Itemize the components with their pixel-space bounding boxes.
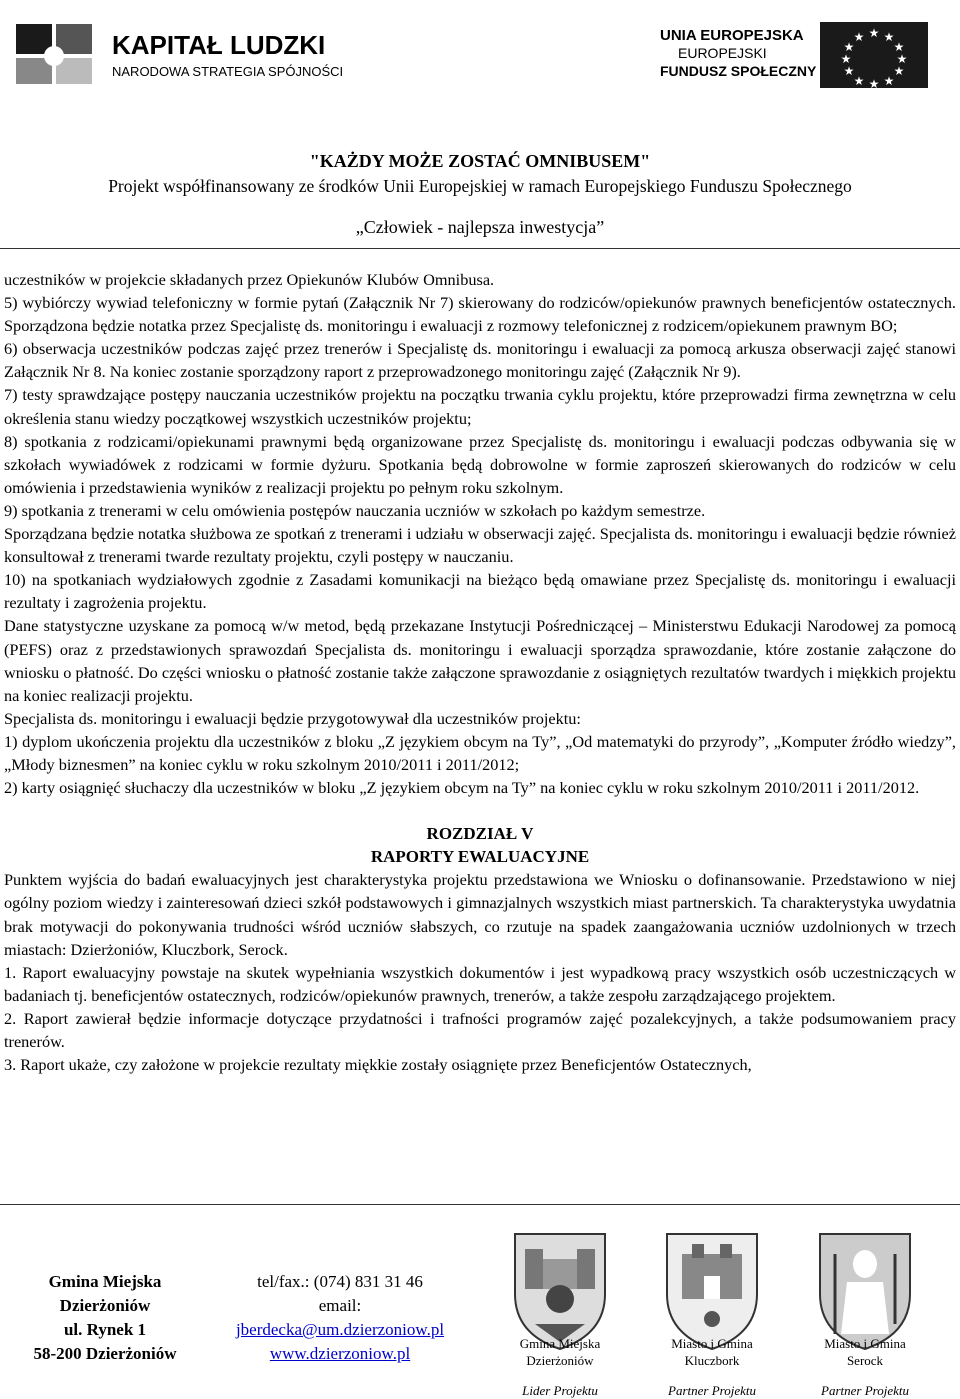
paragraph: uczestników w projekcie składanych przez Opiekunów Klubów Omnibusa.	[4, 270, 495, 289]
motto-line: „Człowiek - najlepsza inwestycja”	[355, 217, 605, 237]
project-title: "KAŻDY MOŻE ZOSTAĆ OMNIBUSEM"	[309, 151, 651, 171]
paragraph: 10) na spotkaniach wydziałowych zgodnie z Zasadami komunikacji na bieżąco będą omawiane przez Specjalistę ds. monitoringu i ewaluacji rezultaty i zagrożenia projektu.	[4, 570, 956, 613]
gmina-line: Gmina Miejska	[48, 1272, 162, 1291]
email-link[interactable]: jberdecka@um.dzierzoniow.pl	[235, 1320, 445, 1339]
email-label: email:	[318, 1296, 362, 1315]
svg-text:★: ★	[883, 74, 895, 88]
footer-divider	[0, 1204, 960, 1205]
header-divider	[0, 248, 960, 249]
paragraph: Dane statystyczne uzyskane za pomocą w/w metod, będą przekazane Instytucji Pośredniczącej – Ministerstwu Edukacji Narodowej za pomocą (PEFS) oraz z przedstawionych sprawozdań Specjalista ds. monitoringu i ewaluacji sporządza sprawozdanie, które zostanie załączone do wniosku o płatność. Do części wniosku o płatność zostanie także załączone sprawozdanie z osiągniętych rezultatów twardych i miękkich projektu na koniec realizacji projektu.	[4, 616, 956, 705]
paragraph: 8) spotkania z rodzicami/opiekunami prawnymi będą organizowane przez Specjalistę ds. monitoringu i ewaluacji podczas odbywania się w szkołach wywiadówek z rodzicami w formie dyżuru. Spotkania będą dobrowolne w formie zaproszeń skierowanych do rodziców w celu omówienia i przedstawienia wyników z realizacji projektu po pełnym roku szkolnym.	[4, 431, 956, 497]
paragraph: 1) dyplom ukończenia projektu dla uczestników z bloku „Z językiem obcym na Ty”, „Od matematyki do przyrody”, „Komputer źródło wiedzy”, „Młody biznesmen” na koniec cyklu w roku szkolnym 2010/2011 i 2011/2012;	[4, 731, 956, 774]
website-link[interactable]: www.dzierzoniow.pl	[269, 1344, 411, 1363]
svg-text:★: ★	[853, 30, 865, 44]
document-body	[4, 268, 956, 1076]
crest-caption-1: Gmina Miejska Dzierżoniów	[519, 1336, 601, 1368]
paragraph: 3. Raport ukaże, czy założone w projekcie rezultaty miękkie zostały osiągnięte przez Beneficjentów Ostatecznych,	[4, 1055, 752, 1075]
svg-text:★: ★	[893, 40, 905, 54]
crest-caption-2: Miasto i Gmina Kluczbork	[671, 1336, 753, 1368]
footer-contact	[195, 1270, 485, 1366]
kapital-ludzki-logo	[0, 18, 360, 88]
kl-subtitle: NARODOWA STRATEGIA SPÓJNOŚCI	[112, 64, 344, 79]
page-footer	[0, 1200, 960, 1399]
svg-text:★: ★	[843, 64, 855, 78]
ue-line3: FUNDUSZ SPOŁECZNY	[660, 63, 817, 79]
gmina-line: Dzierżoniów	[59, 1296, 151, 1315]
tel-fax: tel/fax.: (074) 831 31 46	[257, 1272, 423, 1291]
paragraph: Punktem wyjścia do badań ewaluacyjnych jest charakterystyka projektu przedstawiona we Wniosku o dofinansowanie. Przedstawiono w niej ogólny poziom wiedzy i zainteresowań dzieci szkół podstawowych i gimnazjalnych wszystkich miast partnerskich. Ta charakterystyka uwydatnia brak motywacji do pokonywania trudności wśród uczniów słabszych, co rzutuje na spadek zaangażowania uczniów uzdolnionych w trzech miastach: Dzierżoniów, Kluczbork, Serock.	[4, 870, 956, 959]
svg-text:★: ★	[843, 40, 855, 54]
paragraph: 7) testy sprawdzające postępy nauczania uczestników projektu na początku trwania cyklu projektu, które przeprowadzi firma zewnętrzna w celu określenia stanu wiedzy początkowej wszystkich uczestników projektu;	[4, 385, 956, 428]
paragraph: 9) spotkania z trenerami w celu omówienia postępów nauczania uczniów w szkołach po każdym semestrze.	[4, 500, 706, 520]
paragraph: 1. Raport ewaluacyjny powstaje na skutek wypełniania wszystkich dokumentów i jest wypadkową pracy wszystkich osób uczestniczących w badaniach tj. beneficjentów ostatecznych, rodziców/opiekunów prawnych, trenerów, a także zespołu zarządzającego projektem.	[4, 962, 956, 1005]
footer-gmina-address	[10, 1270, 200, 1366]
svg-text:★: ★	[883, 30, 895, 44]
role-partner-2: Partner Projektu	[821, 1383, 909, 1398]
paragraph: Specjalista ds. monitoringu i ewaluacji będzie przygotowywał dla uczestników projektu:	[4, 708, 581, 728]
ue-line1: UNIA EUROPEJSKA	[660, 27, 804, 44]
document-titles	[0, 150, 960, 238]
paragraph: 6) obserwacja uczestników podczas zajęć przez trenerów i Specjalistę ds. monitoringu i ewaluacji za pomocą arkusza obserwacji zajęć stanowi Załącznik Nr 8. Na koniec zostanie sporządzony raport z przeprowadzonego monitoringu zajęć (Załącznik Nr 9).	[4, 339, 956, 382]
gmina-line: ul. Rynek 1	[63, 1320, 147, 1339]
ue-line2: EUROPEJSKI	[678, 45, 767, 61]
page-header	[0, 0, 960, 100]
gmina-line: 58-200 Dzierżoniów	[33, 1344, 177, 1363]
svg-text:★: ★	[868, 77, 880, 88]
cofinance-line: Projekt współfinansowany ze środków Unii Europejskiej w ramach Europejskiego Funduszu Społecznego	[108, 176, 852, 196]
paragraph: Sporządzana będzie notatka służbowa ze spotkań z trenerami i udziału w obserwacji zajęć. Specjalista ds. monitoringu i ewaluacji będzie również konsultował z trenerami twarde rezultaty projektu, czyli postępy w nauczaniu.	[4, 524, 956, 567]
svg-text:★: ★	[840, 52, 852, 66]
chapter-title: RAPORTY EWALUACYJNE	[370, 847, 590, 867]
paragraph: 2) karty osiągnięć słuchaczy dla uczestników w bloku „Z językiem obcym na Ty” na koniec cyklu w roku szkolnym 2010/2011 i 2011/2012.	[4, 778, 920, 798]
crest-caption-3: Miasto i Gmina Serock	[824, 1336, 906, 1368]
paragraph: 2. Raport zawierał będzie informacje dotyczące przydatności i trafności programów zajęć pozalekcyjnych, a także podsumowaniem pracy trenerów.	[4, 1008, 956, 1051]
chapter-number: ROZDZIAŁ V	[426, 824, 534, 844]
svg-text:★: ★	[893, 64, 905, 78]
svg-text:★: ★	[896, 52, 908, 66]
kl-title: KAPITAŁ LUDZKI	[112, 30, 326, 60]
svg-text:★: ★	[868, 26, 880, 40]
role-partner-1: Partner Projektu	[668, 1383, 756, 1398]
role-leader: Lider Projektu	[522, 1383, 598, 1398]
svg-text:★: ★	[853, 74, 865, 88]
paragraph: 5) wybiórczy wywiad telefoniczny w formie pytań (Załącznik Nr 7) skierowany do rodziców/opiekunów prawnych beneficjentów ostatecznych. Sporządzona będzie notatka przez Specjalistę ds. monitoringu i ewaluacji z rozmowy telefonicznej z rodzicem/opiekunem prawnym BO;	[4, 293, 956, 336]
unia-europejska-logo	[650, 18, 960, 88]
